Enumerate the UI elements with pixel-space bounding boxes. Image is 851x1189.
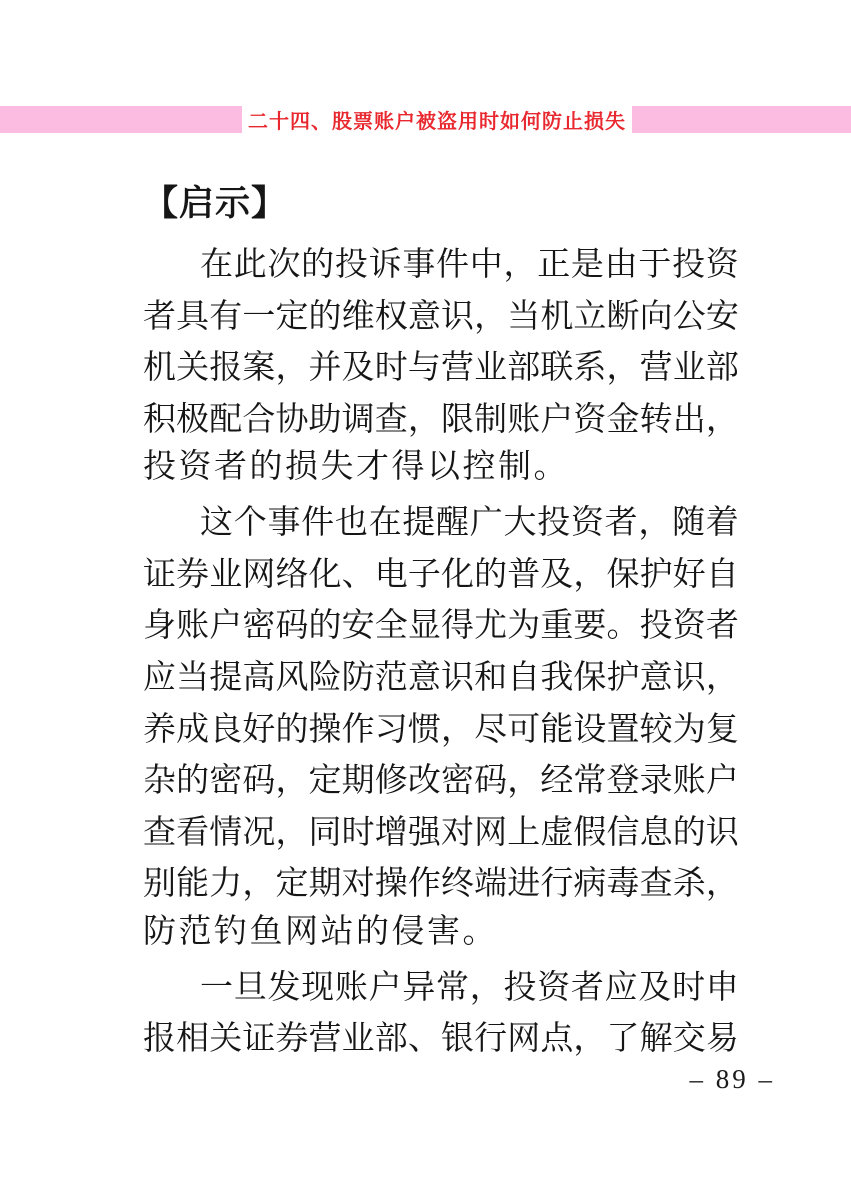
body-text-line: 别 能 力 ， 定 期 对 操 作 终 端 进 行 病 毒 查 杀 ， (143, 866, 739, 903)
body-text-block (143, 181, 739, 1062)
chapter-title: 二十四、股票账户被盗用时如何防止损失 (248, 111, 626, 133)
page-number: – 89 – (689, 1064, 775, 1094)
body-text-line: 养 成 良 好 的 操 作 习 惯 ， 尽 可 能 设 置 较 为 复 (143, 711, 739, 748)
body-text-line: 防范钓鱼网站的侵害。 (143, 913, 498, 950)
chapter-title-box (242, 93, 632, 146)
paragraph (143, 494, 739, 958)
body-text-line: 机 关 报 案 ， 并 及 时 与 营 业 部 联 系 ， 营 业 部 (143, 350, 739, 387)
body-text-line: 投资者的损失才得以控制。 (143, 449, 569, 486)
body-text-line: 身 账 户 密 码 的 安 全 显 得 尤 为 重 要 。 投 资 者 (143, 608, 739, 645)
body-text-line: 积 极 配 合 协 助 调 查 ， 限 制 账 户 资 金 转 出 ， (143, 402, 739, 439)
body-text-line: 查 看 情 况 ， 同 时 增 强 对 网 上 虚 假 信 息 的 识 (143, 814, 739, 851)
section-heading: 【启示】 (143, 184, 288, 223)
body-text-line: 证 券 业 网 络 化 、 电 子 化 的 普 及 ， 保 护 好 自 (143, 556, 739, 593)
paragraph (143, 236, 739, 494)
body-text-line: 一 旦 发 现 账 户 异 常 ， 投 资 者 应 及 时 申 (200, 969, 739, 1006)
body-text-line: 报 相 关 证 券 营 业 部 、 银 行 网 点 ， 了 解 交 易 (143, 1021, 739, 1058)
body-text-line: 者 具 有 一 定 的 维 权 意 识 ， 当 机 立 断 向 公 安 (143, 298, 739, 335)
body-text-line: 在 此 次 的 投 诉 事 件 中 ， 正 是 由 于 投 资 (200, 247, 739, 284)
body-text-line: 应 当 提 高 风 险 防 范 意 识 和 自 我 保 护 意 识 ， (143, 660, 739, 697)
body-text-line: 这 个 事 件 也 在 提 醒 广 大 投 资 者 ， 随 着 (200, 505, 739, 542)
body-text-line: 杂 的 密 码 ， 定 期 修 改 密 码 ， 经 常 登 录 账 户 (143, 763, 739, 800)
paragraph (143, 958, 739, 1061)
